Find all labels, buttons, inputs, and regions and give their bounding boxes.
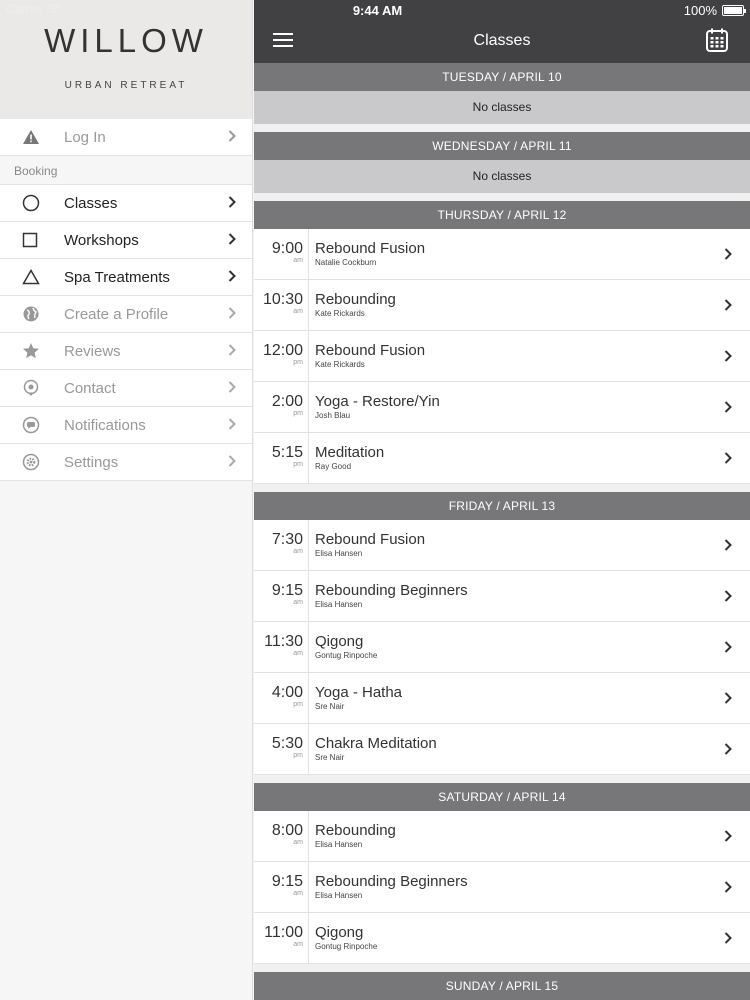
class-row[interactable] <box>254 724 750 775</box>
class-time <box>254 382 309 432</box>
class-name: Meditation <box>315 444 385 461</box>
class-name: Rebound Fusion <box>315 240 426 257</box>
class-time-value: 4:00 <box>271 684 303 701</box>
location-pin-icon <box>0 379 64 397</box>
sidebar-item-classes[interactable] <box>0 185 252 222</box>
class-time-value: 5:30 <box>271 735 303 752</box>
class-time <box>254 622 309 672</box>
class-instructor: Gontug Rinpoche <box>315 651 378 660</box>
class-name: Rebounding <box>315 291 396 308</box>
sidebar-item-label: Log In <box>64 128 106 146</box>
sidebar-item-label: Workshops <box>64 231 139 249</box>
class-time-ampm: am <box>293 839 303 846</box>
day-header: THURSDAY / APRIL 12 <box>254 201 750 229</box>
day-header: SUNDAY / APRIL 15 <box>254 972 750 1000</box>
sidebar <box>0 0 253 1000</box>
class-time-value: 2:00 <box>271 393 303 410</box>
class-time-value: 8:00 <box>271 822 303 839</box>
wifi-icon <box>47 4 61 14</box>
day-separator <box>254 964 750 972</box>
sidebar-item-label: Create a Profile <box>64 305 169 323</box>
chevron-right-icon <box>724 571 750 621</box>
class-name: Chakra Meditation <box>315 735 437 752</box>
class-time <box>254 229 309 279</box>
class-info <box>309 433 724 483</box>
class-row[interactable] <box>254 811 750 862</box>
chevron-right-icon <box>724 520 750 570</box>
class-info <box>309 673 724 723</box>
class-info <box>309 811 724 861</box>
class-instructor: Elisa Hansen <box>315 891 363 900</box>
class-row[interactable] <box>254 862 750 913</box>
class-name: Yoga - Restore/Yin <box>315 393 440 410</box>
chevron-right-icon <box>228 454 252 471</box>
no-classes-label: No classes <box>254 160 750 193</box>
chevron-right-icon <box>724 433 750 483</box>
warning-icon <box>0 129 64 145</box>
class-time <box>254 433 309 483</box>
class-time <box>254 724 309 774</box>
class-time <box>254 811 309 861</box>
class-instructor: Natalie Cockburn <box>315 258 377 267</box>
class-info <box>309 382 724 432</box>
carrier-label: Carrier <box>6 2 43 16</box>
class-time <box>254 280 309 330</box>
circle-icon <box>0 194 64 212</box>
class-info <box>309 622 724 672</box>
class-time-ampm: am <box>293 941 303 948</box>
class-instructor: Ray Good <box>315 462 352 471</box>
class-name: Rebounding Beginners <box>315 873 468 890</box>
sidebar-item-workshops[interactable] <box>0 222 252 259</box>
sidebar-item-login[interactable] <box>0 119 252 156</box>
class-time-value: 9:15 <box>271 873 303 890</box>
sidebar-item-label: Notifications <box>64 416 146 434</box>
chevron-right-icon <box>228 306 252 323</box>
gear-icon <box>0 453 64 471</box>
class-time <box>254 520 309 570</box>
class-name: Rebound Fusion <box>315 342 426 359</box>
globe-icon <box>0 305 64 323</box>
main-content <box>254 0 750 1000</box>
class-row[interactable] <box>254 673 750 724</box>
sidebar-item-label: Spa Treatments <box>64 268 170 286</box>
triangle-icon <box>0 269 64 285</box>
class-info <box>309 724 724 774</box>
class-time <box>254 673 309 723</box>
class-time <box>254 571 309 621</box>
class-row[interactable] <box>254 622 750 673</box>
chevron-right-icon <box>724 622 750 672</box>
class-name: Rebounding Beginners <box>315 582 468 599</box>
class-time-value: 11:30 <box>264 633 303 650</box>
class-time-ampm: am <box>293 650 303 657</box>
sidebar-item-label: Settings <box>64 453 119 471</box>
chevron-right-icon <box>228 343 252 360</box>
day-header: WEDNESDAY / APRIL 11 <box>254 132 750 160</box>
class-time-ampm: am <box>293 890 303 897</box>
chevron-right-icon <box>228 195 252 212</box>
chevron-right-icon <box>228 380 252 397</box>
day-header: FRIDAY / APRIL 13 <box>254 492 750 520</box>
star-icon <box>0 342 64 360</box>
class-name: Rebounding <box>315 822 396 839</box>
class-row[interactable] <box>254 913 750 964</box>
class-time-value: 5:15 <box>271 444 303 461</box>
battery-percent: 100% <box>683 3 717 18</box>
class-instructor: Gontug Rinpoche <box>315 942 378 951</box>
status-carrier <box>6 2 61 16</box>
class-name: Rebound Fusion <box>315 531 426 548</box>
class-time-value: 9:00 <box>271 240 303 257</box>
class-row[interactable] <box>254 280 750 331</box>
class-info <box>309 520 724 570</box>
sidebar-item-create-a-profile[interactable] <box>0 296 252 333</box>
class-time-value: 11:00 <box>264 924 303 941</box>
chevron-right-icon <box>228 269 252 286</box>
class-instructor: Elisa Hansen <box>315 840 363 849</box>
class-time-ampm: pm <box>293 701 303 708</box>
sidebar-item-label: Classes <box>64 194 118 212</box>
class-name: Qigong <box>315 633 364 650</box>
sidebar-item-notifications[interactable] <box>0 407 252 444</box>
class-row[interactable] <box>254 229 750 280</box>
brand-logo-text: WILLOW <box>44 22 208 59</box>
class-instructor: Sre Nair <box>315 702 345 711</box>
section-label-booking: Booking <box>0 156 252 185</box>
brand-header <box>0 0 252 119</box>
chevron-right-icon <box>724 811 750 861</box>
schedule-list[interactable] <box>254 63 750 1000</box>
class-name: Yoga - Hatha <box>315 684 403 701</box>
sidebar-item-contact[interactable] <box>0 370 252 407</box>
day-header: TUESDAY / APRIL 10 <box>254 63 750 91</box>
class-time-value: 9:15 <box>271 582 303 599</box>
class-time-ampm: am <box>293 548 303 555</box>
chevron-right-icon <box>724 862 750 912</box>
class-time-ampm: am <box>293 308 303 315</box>
sidebar-item-spa-treatments[interactable] <box>0 259 252 296</box>
class-info <box>309 331 724 381</box>
class-info <box>309 280 724 330</box>
class-row[interactable] <box>254 571 750 622</box>
battery-icon <box>722 5 744 16</box>
sidebar-item-reviews[interactable] <box>0 333 252 370</box>
calendar-icon <box>706 28 728 52</box>
class-time-ampm: pm <box>293 410 303 417</box>
class-info <box>309 913 724 963</box>
class-info <box>309 571 724 621</box>
class-time-ampm: pm <box>293 461 303 468</box>
class-instructor: Josh Blau <box>315 411 351 420</box>
class-row[interactable] <box>254 520 750 571</box>
class-time-ampm: pm <box>293 359 303 366</box>
class-instructor: Kate Rickards <box>315 309 365 318</box>
class-time <box>254 331 309 381</box>
square-icon <box>0 232 64 248</box>
sidebar-item-settings[interactable] <box>0 444 252 481</box>
brand-subtitle: URBAN RETREAT <box>64 80 188 91</box>
class-row[interactable] <box>254 382 750 433</box>
chevron-right-icon <box>228 129 252 146</box>
class-time-value: 12:00 <box>262 342 303 359</box>
status-time: 9:44 AM <box>352 3 403 18</box>
no-classes-label: No classes <box>254 91 750 124</box>
day-header: SATURDAY / APRIL 14 <box>254 783 750 811</box>
chat-bubble-icon <box>0 416 64 434</box>
sidebar-item-label: Reviews <box>64 342 121 360</box>
calendar-button[interactable] <box>706 28 728 57</box>
class-instructor: Kate Rickards <box>315 360 365 369</box>
class-time <box>254 913 309 963</box>
class-info <box>309 862 724 912</box>
chevron-right-icon <box>228 232 252 249</box>
class-row[interactable] <box>254 331 750 382</box>
class-time <box>254 862 309 912</box>
class-name: Qigong <box>315 924 364 941</box>
day-separator <box>254 775 750 783</box>
class-time-ampm: am <box>293 257 303 264</box>
class-time-ampm: pm <box>293 752 303 759</box>
class-time-value: 10:30 <box>262 291 303 308</box>
class-info <box>309 229 724 279</box>
page-title: Classes <box>473 32 531 49</box>
chevron-right-icon <box>724 913 750 963</box>
class-row[interactable] <box>254 433 750 484</box>
sidebar-item-label: Contact <box>64 379 116 397</box>
chevron-right-icon <box>228 417 252 434</box>
class-time-value: 7:30 <box>271 531 303 548</box>
day-separator <box>254 484 750 492</box>
chevron-right-icon <box>724 673 750 723</box>
class-instructor: Sre Nair <box>315 753 345 762</box>
class-instructor: Elisa Hansen <box>315 549 363 558</box>
day-separator <box>254 193 750 201</box>
chevron-right-icon <box>724 280 750 330</box>
chevron-right-icon <box>724 229 750 279</box>
class-time-ampm: am <box>293 599 303 606</box>
class-instructor: Elisa Hansen <box>315 600 363 609</box>
day-separator <box>254 124 750 132</box>
chevron-right-icon <box>724 724 750 774</box>
chevron-right-icon <box>724 331 750 381</box>
status-battery <box>684 3 744 18</box>
chevron-right-icon <box>724 382 750 432</box>
